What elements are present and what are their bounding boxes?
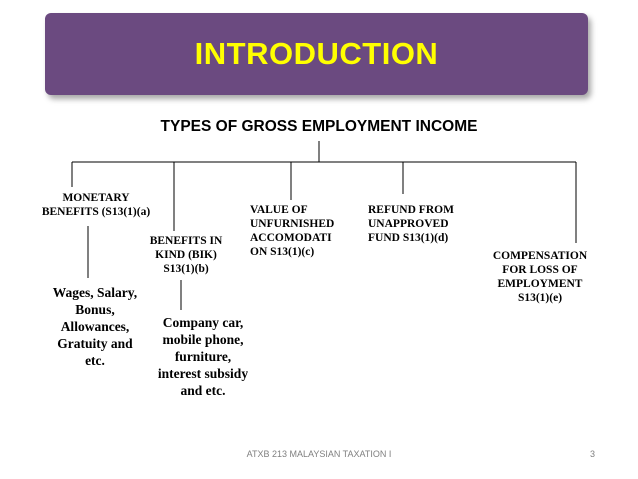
category-refund-unapproved-fund: REFUND FROM UNAPPROVED FUND S13(1)(d)	[368, 204, 454, 244]
category-unfurnished-accommodation: VALUE OF UNFURNISHED ACCOMODATI ON S13(1)(c)	[250, 204, 335, 258]
slide-footer: ATXB 213 MALAYSIAN TAXATION I	[246, 449, 392, 459]
example-monetary-benefits: Wages, Salary, Bonus, Allowances, Gratuity and etc.	[52, 285, 138, 368]
page-number: 3	[590, 449, 596, 459]
category-monetary-benefits: MONETARY BENEFITS (S13(1)(a)	[41, 192, 151, 218]
example-benefits-in-kind: Company car, mobile phone, furniture, interest subsidy and etc.	[157, 315, 249, 398]
category-compensation-loss-employment: COMPENSATION FOR LOSS OF EMPLOYMENT S13(1)(e)	[492, 250, 588, 304]
slide-title: INTRODUCTION	[194, 36, 439, 71]
category-benefits-in-kind: BENEFITS IN KIND (BIK) S13(1)(b)	[149, 235, 223, 275]
diagram-subtitle: TYPES OF GROSS EMPLOYMENT INCOME	[160, 118, 478, 135]
